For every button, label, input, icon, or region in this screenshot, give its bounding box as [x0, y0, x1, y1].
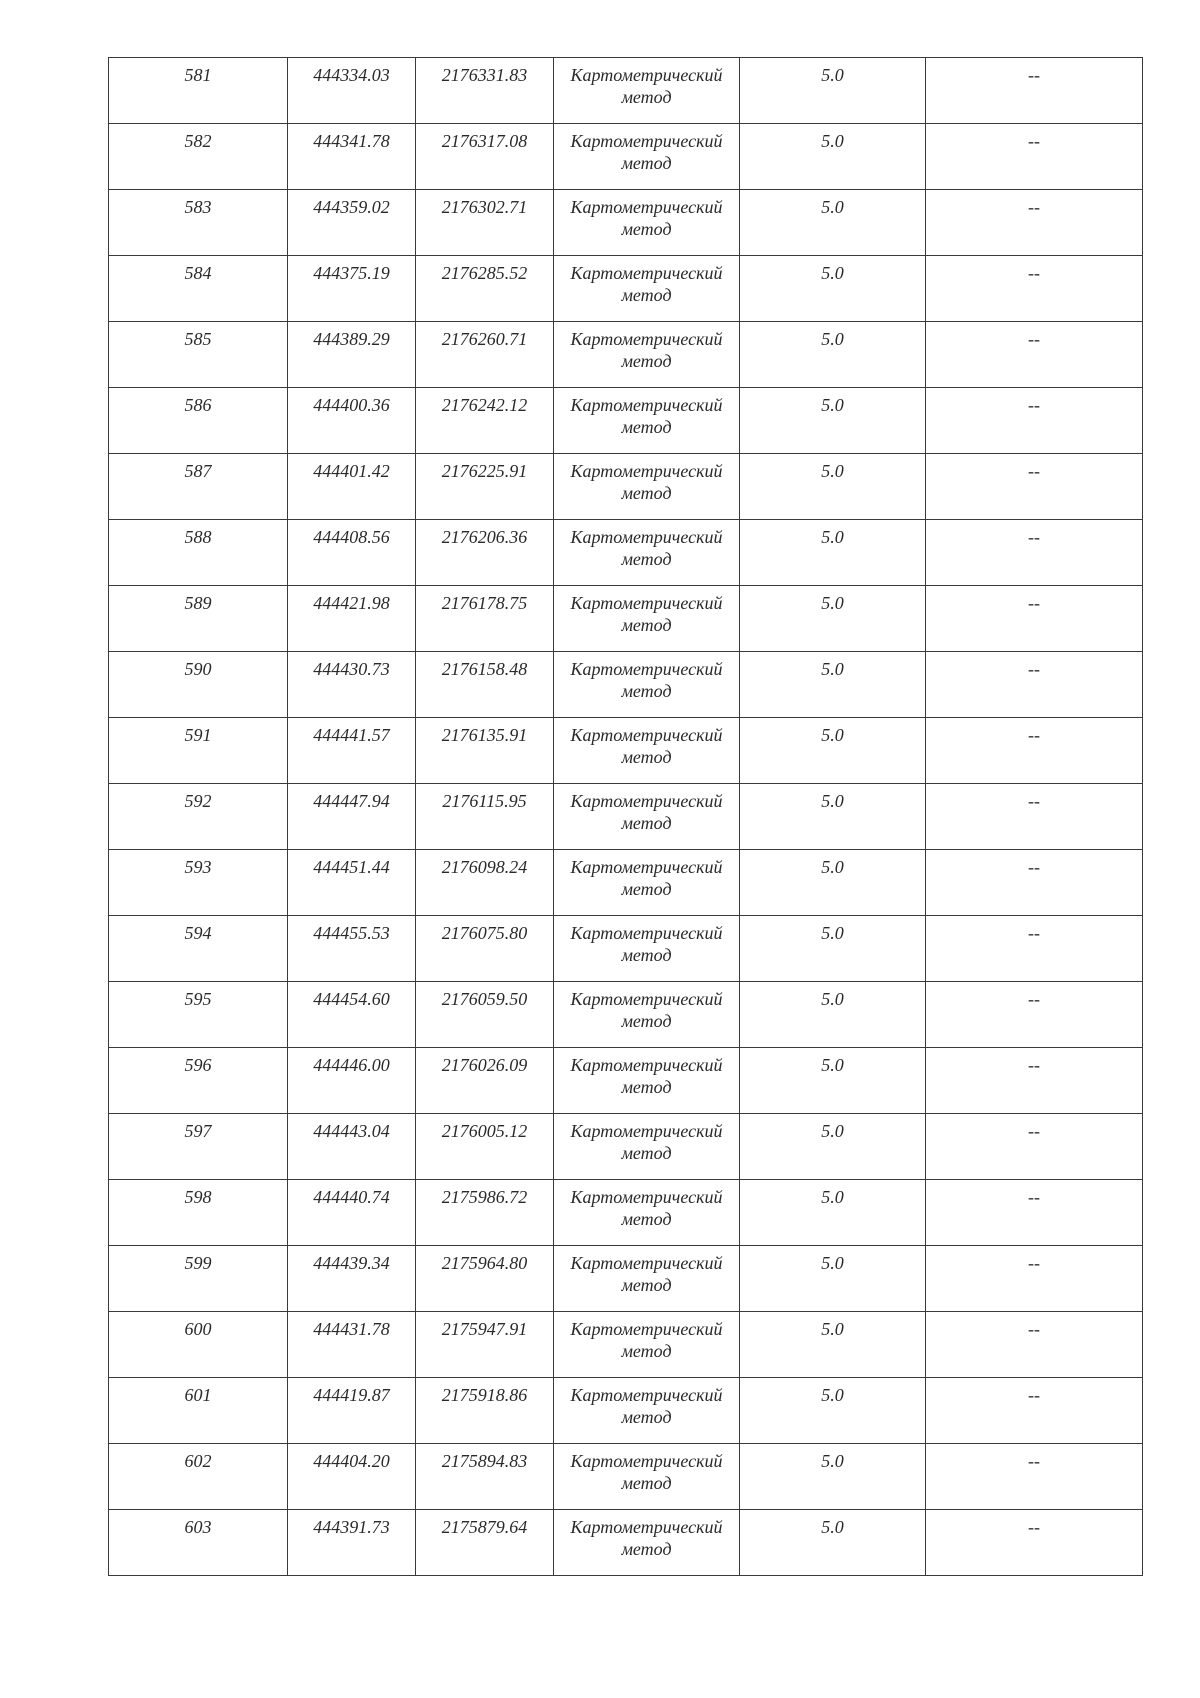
accuracy-cell: 5.0: [740, 1312, 926, 1378]
x-coordinate-cell: 444404.20: [288, 1444, 416, 1510]
method-cell: [554, 586, 740, 652]
table-row: [109, 58, 1143, 124]
accuracy-cell: 5.0: [740, 586, 926, 652]
note-cell: --: [926, 652, 1143, 718]
method-cell: [554, 322, 740, 388]
x-coordinate-cell: 444400.36: [288, 388, 416, 454]
method-cell: [554, 1180, 740, 1246]
note-cell: --: [926, 718, 1143, 784]
y-coordinate-cell: 2176225.91: [416, 454, 554, 520]
method-suffix-line: метод: [621, 1143, 672, 1163]
point-number-cell: 601: [109, 1378, 288, 1444]
point-number-cell: 598: [109, 1180, 288, 1246]
y-coordinate-cell: 2176242.12: [416, 388, 554, 454]
method-cell: [554, 256, 740, 322]
accuracy-cell: 5.0: [740, 58, 926, 124]
table-row: [109, 784, 1143, 850]
method-name-line: Картометрический: [570, 857, 723, 877]
point-number-cell: 594: [109, 916, 288, 982]
y-coordinate-cell: 2175918.86: [416, 1378, 554, 1444]
note-cell: --: [926, 1114, 1143, 1180]
table-row: [109, 322, 1143, 388]
note-cell: --: [926, 454, 1143, 520]
table-row: [109, 652, 1143, 718]
table-row: [109, 1312, 1143, 1378]
accuracy-cell: 5.0: [740, 190, 926, 256]
y-coordinate-cell: 2176158.48: [416, 652, 554, 718]
table-row: [109, 1510, 1143, 1576]
x-coordinate-cell: 444401.42: [288, 454, 416, 520]
table-row: [109, 1048, 1143, 1114]
note-cell: --: [926, 1378, 1143, 1444]
x-coordinate-cell: 444455.53: [288, 916, 416, 982]
method-name-line: Картометрический: [570, 1187, 723, 1207]
x-coordinate-cell: 444389.29: [288, 322, 416, 388]
method-name-line: Картометрический: [570, 1055, 723, 1075]
accuracy-cell: 5.0: [740, 784, 926, 850]
method-cell: [554, 718, 740, 784]
note-cell: --: [926, 586, 1143, 652]
method-suffix-line: метод: [621, 219, 672, 239]
method-suffix-line: метод: [621, 1077, 672, 1097]
method-suffix-line: метод: [621, 879, 672, 899]
method-suffix-line: метод: [621, 87, 672, 107]
accuracy-cell: 5.0: [740, 916, 926, 982]
y-coordinate-cell: 2175964.80: [416, 1246, 554, 1312]
method-suffix-line: метод: [621, 1011, 672, 1031]
point-number-cell: 599: [109, 1246, 288, 1312]
y-coordinate-cell: 2176317.08: [416, 124, 554, 190]
note-cell: --: [926, 190, 1143, 256]
table-row: [109, 124, 1143, 190]
y-coordinate-cell: 2176075.80: [416, 916, 554, 982]
method-cell: [554, 454, 740, 520]
note-cell: --: [926, 1510, 1143, 1576]
point-number-cell: 592: [109, 784, 288, 850]
point-number-cell: 593: [109, 850, 288, 916]
y-coordinate-cell: 2175879.64: [416, 1510, 554, 1576]
table-row: [109, 916, 1143, 982]
method-name-line: Картометрический: [570, 461, 723, 481]
point-number-cell: 596: [109, 1048, 288, 1114]
method-cell: [554, 850, 740, 916]
method-name-line: Картометрический: [570, 989, 723, 1009]
point-number-cell: 595: [109, 982, 288, 1048]
y-coordinate-cell: 2176026.09: [416, 1048, 554, 1114]
y-coordinate-cell: 2176098.24: [416, 850, 554, 916]
method-cell: [554, 58, 740, 124]
note-cell: --: [926, 1180, 1143, 1246]
note-cell: --: [926, 982, 1143, 1048]
x-coordinate-cell: 444341.78: [288, 124, 416, 190]
method-suffix-line: метод: [621, 1341, 672, 1361]
x-coordinate-cell: 444430.73: [288, 652, 416, 718]
accuracy-cell: 5.0: [740, 652, 926, 718]
method-suffix-line: метод: [621, 615, 672, 635]
x-coordinate-cell: 444441.57: [288, 718, 416, 784]
x-coordinate-cell: 444421.98: [288, 586, 416, 652]
point-number-cell: 600: [109, 1312, 288, 1378]
table-row: [109, 718, 1143, 784]
accuracy-cell: 5.0: [740, 1246, 926, 1312]
accuracy-cell: 5.0: [740, 454, 926, 520]
y-coordinate-cell: 2175947.91: [416, 1312, 554, 1378]
note-cell: --: [926, 58, 1143, 124]
x-coordinate-cell: 444375.19: [288, 256, 416, 322]
method-cell: [554, 520, 740, 586]
point-number-cell: 581: [109, 58, 288, 124]
method-name-line: Картометрический: [570, 725, 723, 745]
note-cell: --: [926, 1048, 1143, 1114]
x-coordinate-cell: 444431.78: [288, 1312, 416, 1378]
coordinates-table: [108, 57, 1143, 1576]
accuracy-cell: 5.0: [740, 1114, 926, 1180]
accuracy-cell: 5.0: [740, 850, 926, 916]
method-suffix-line: метод: [621, 153, 672, 173]
accuracy-cell: 5.0: [740, 982, 926, 1048]
note-cell: --: [926, 1444, 1143, 1510]
method-suffix-line: метод: [621, 945, 672, 965]
note-cell: --: [926, 256, 1143, 322]
method-cell: [554, 1048, 740, 1114]
point-number-cell: 589: [109, 586, 288, 652]
table-row: [109, 1444, 1143, 1510]
accuracy-cell: 5.0: [740, 388, 926, 454]
method-name-line: Картометрический: [570, 131, 723, 151]
method-suffix-line: метод: [621, 1275, 672, 1295]
point-number-cell: 584: [109, 256, 288, 322]
method-cell: [554, 982, 740, 1048]
table-row: [109, 1378, 1143, 1444]
note-cell: --: [926, 388, 1143, 454]
accuracy-cell: 5.0: [740, 1444, 926, 1510]
y-coordinate-cell: 2175986.72: [416, 1180, 554, 1246]
y-coordinate-cell: 2176206.36: [416, 520, 554, 586]
method-cell: [554, 1378, 740, 1444]
accuracy-cell: 5.0: [740, 1180, 926, 1246]
table-row: [109, 1246, 1143, 1312]
note-cell: --: [926, 1312, 1143, 1378]
method-name-line: Картометрический: [570, 1319, 723, 1339]
method-name-line: Картометрический: [570, 395, 723, 415]
x-coordinate-cell: 444391.73: [288, 1510, 416, 1576]
method-cell: [554, 1246, 740, 1312]
accuracy-cell: 5.0: [740, 1378, 926, 1444]
point-number-cell: 603: [109, 1510, 288, 1576]
point-number-cell: 591: [109, 718, 288, 784]
method-cell: [554, 1510, 740, 1576]
method-cell: [554, 652, 740, 718]
x-coordinate-cell: 444419.87: [288, 1378, 416, 1444]
method-name-line: Картометрический: [570, 197, 723, 217]
method-suffix-line: метод: [621, 285, 672, 305]
point-number-cell: 586: [109, 388, 288, 454]
table-row: [109, 454, 1143, 520]
table-row: [109, 1180, 1143, 1246]
accuracy-cell: 5.0: [740, 124, 926, 190]
method-suffix-line: метод: [621, 747, 672, 767]
note-cell: --: [926, 520, 1143, 586]
y-coordinate-cell: 2176135.91: [416, 718, 554, 784]
accuracy-cell: 5.0: [740, 718, 926, 784]
method-name-line: Картометрический: [570, 923, 723, 943]
method-name-line: Картометрический: [570, 1121, 723, 1141]
x-coordinate-cell: 444446.00: [288, 1048, 416, 1114]
table-row: [109, 982, 1143, 1048]
point-number-cell: 597: [109, 1114, 288, 1180]
x-coordinate-cell: 444440.74: [288, 1180, 416, 1246]
x-coordinate-cell: 444334.03: [288, 58, 416, 124]
y-coordinate-cell: 2176178.75: [416, 586, 554, 652]
point-number-cell: 587: [109, 454, 288, 520]
x-coordinate-cell: 444454.60: [288, 982, 416, 1048]
x-coordinate-cell: 444443.04: [288, 1114, 416, 1180]
point-number-cell: 583: [109, 190, 288, 256]
x-coordinate-cell: 444451.44: [288, 850, 416, 916]
coordinates-table-body: [109, 58, 1143, 1576]
y-coordinate-cell: 2175894.83: [416, 1444, 554, 1510]
y-coordinate-cell: 2176260.71: [416, 322, 554, 388]
method-name-line: Картометрический: [570, 329, 723, 349]
method-cell: [554, 1114, 740, 1180]
method-name-line: Картометрический: [570, 659, 723, 679]
accuracy-cell: 5.0: [740, 520, 926, 586]
y-coordinate-cell: 2176115.95: [416, 784, 554, 850]
method-suffix-line: метод: [621, 1473, 672, 1493]
method-cell: [554, 1312, 740, 1378]
method-cell: [554, 190, 740, 256]
note-cell: --: [926, 916, 1143, 982]
method-name-line: Картометрический: [570, 1517, 723, 1537]
method-name-line: Картометрический: [570, 1385, 723, 1405]
method-suffix-line: метод: [621, 549, 672, 569]
y-coordinate-cell: 2176331.83: [416, 58, 554, 124]
point-number-cell: 582: [109, 124, 288, 190]
method-suffix-line: метод: [621, 1539, 672, 1559]
method-suffix-line: метод: [621, 1209, 672, 1229]
note-cell: --: [926, 850, 1143, 916]
y-coordinate-cell: 2176302.71: [416, 190, 554, 256]
y-coordinate-cell: 2176285.52: [416, 256, 554, 322]
table-row: [109, 850, 1143, 916]
method-name-line: Картометрический: [570, 263, 723, 283]
table-row: [109, 388, 1143, 454]
table-row: [109, 1114, 1143, 1180]
note-cell: --: [926, 124, 1143, 190]
method-suffix-line: метод: [621, 1407, 672, 1427]
x-coordinate-cell: 444447.94: [288, 784, 416, 850]
method-suffix-line: метод: [621, 417, 672, 437]
x-coordinate-cell: 444408.56: [288, 520, 416, 586]
method-suffix-line: метод: [621, 681, 672, 701]
method-suffix-line: метод: [621, 351, 672, 371]
method-cell: [554, 124, 740, 190]
y-coordinate-cell: 2176059.50: [416, 982, 554, 1048]
note-cell: --: [926, 322, 1143, 388]
accuracy-cell: 5.0: [740, 1510, 926, 1576]
y-coordinate-cell: 2176005.12: [416, 1114, 554, 1180]
method-cell: [554, 388, 740, 454]
point-number-cell: 590: [109, 652, 288, 718]
table-row: [109, 256, 1143, 322]
method-name-line: Картометрический: [570, 527, 723, 547]
method-cell: [554, 784, 740, 850]
method-name-line: Картометрический: [570, 65, 723, 85]
table-row: [109, 520, 1143, 586]
method-cell: [554, 916, 740, 982]
point-number-cell: 585: [109, 322, 288, 388]
method-suffix-line: метод: [621, 483, 672, 503]
point-number-cell: 602: [109, 1444, 288, 1510]
method-name-line: Картометрический: [570, 593, 723, 613]
method-suffix-line: метод: [621, 813, 672, 833]
note-cell: --: [926, 784, 1143, 850]
table-row: [109, 190, 1143, 256]
method-name-line: Картометрический: [570, 791, 723, 811]
accuracy-cell: 5.0: [740, 1048, 926, 1114]
note-cell: --: [926, 1246, 1143, 1312]
method-cell: [554, 1444, 740, 1510]
method-name-line: Картометрический: [570, 1451, 723, 1471]
accuracy-cell: 5.0: [740, 256, 926, 322]
table-row: [109, 586, 1143, 652]
x-coordinate-cell: 444439.34: [288, 1246, 416, 1312]
method-name-line: Картометрический: [570, 1253, 723, 1273]
point-number-cell: 588: [109, 520, 288, 586]
x-coordinate-cell: 444359.02: [288, 190, 416, 256]
accuracy-cell: 5.0: [740, 322, 926, 388]
